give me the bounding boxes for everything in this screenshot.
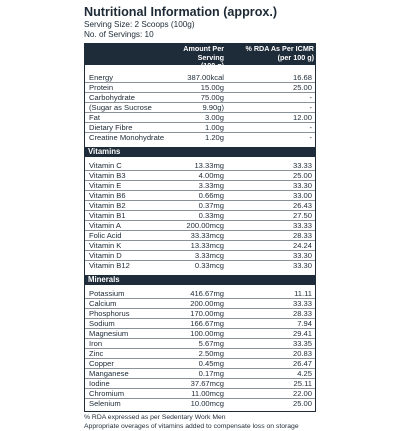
table-row (85, 221, 315, 231)
table-row (85, 251, 315, 261)
table-row (85, 399, 315, 409)
nutrient-rda: 33.33 (292, 221, 312, 230)
nutrient-name: Iron (89, 339, 103, 348)
nutrient-rda: 26.47 (292, 359, 312, 368)
nutrient-name: Potassium (89, 289, 125, 298)
vitamins-rows (85, 161, 315, 271)
nutrient-name: (Sugar as Sucrose (89, 103, 152, 112)
nutrient-name: Carbohydrate (89, 93, 136, 102)
nutrient-rda: 33.33 (292, 299, 312, 308)
nutrient-amount: 387.00kcal (187, 73, 224, 82)
vitamins-header: Vitamins (84, 147, 316, 157)
nutrient-amount: 13.33mcg (190, 241, 224, 250)
nutrient-rda: 16.68 (292, 73, 312, 82)
nutrient-name: Chromium (89, 389, 125, 398)
nutrient-rda: 28.33 (292, 231, 312, 240)
table-row (85, 309, 315, 319)
nutrient-name: Iodine (89, 379, 110, 388)
nutrient-amount: 3.33mg (198, 181, 224, 190)
nutrient-amount: 15.00g (200, 83, 224, 92)
table-row (85, 93, 315, 103)
table-row (85, 349, 315, 359)
nutrient-name: Vitamin B6 (89, 191, 126, 200)
nutrient-rda: 33.30 (292, 251, 312, 260)
nutrient-name: Selenium (89, 399, 121, 408)
table-row (85, 191, 315, 201)
nutrient-name: Vitamin D (89, 251, 122, 260)
table-row (85, 289, 315, 299)
nutrition-rows (85, 73, 315, 143)
nutrient-rda: 33.00 (292, 191, 312, 200)
nutrient-rda: 25.11 (293, 379, 312, 388)
nutrient-name: Vitamin E (89, 181, 122, 190)
table-row (85, 339, 315, 349)
amount-header-line1: Amount Per Serving (183, 44, 224, 62)
nutrition-panel (84, 4, 316, 431)
minerals-header: Minerals (84, 275, 316, 285)
table-row (85, 113, 315, 123)
table-row (85, 389, 315, 399)
nutrition-section (84, 65, 316, 147)
table-row (85, 83, 315, 93)
nutrient-rda: - (309, 103, 312, 112)
nutrient-name: Creatine Monohydrate (89, 133, 165, 142)
nutrient-rda: 12.00 (292, 113, 312, 122)
nutrient-amount: 1.00g (204, 123, 224, 132)
panel-title: Nutritional Information (approx.) (84, 5, 278, 19)
table-row (85, 73, 315, 83)
nutrient-amount: 37.67mcg (190, 379, 224, 388)
nutrient-name: Phosphorus (89, 309, 130, 318)
nutrient-amount: 0.45mg (198, 359, 224, 368)
nutrient-rda: 28.33 (292, 309, 312, 318)
table-row (85, 231, 315, 241)
servings-count: No. of Servings: 10 (84, 30, 154, 39)
nutrient-name: Folic Acid (89, 231, 122, 240)
rda-header-line1: % RDA As Per ICMR (245, 44, 314, 53)
nutrient-name: Zinc (89, 349, 104, 358)
nutrient-rda: 33.35 (292, 339, 312, 348)
nutrient-name: Dietary Fibre (89, 123, 133, 132)
nutrient-name: Vitamin A (89, 221, 121, 230)
nutrient-amount: 3.33mcg (194, 251, 224, 260)
nutrient-rda: 4.25 (297, 369, 312, 378)
table-row (85, 161, 315, 171)
nutrient-rda: 29.41 (292, 329, 312, 338)
nutrient-rda: - (309, 93, 312, 102)
table-row (85, 211, 315, 221)
nutrient-amount: 13.33mg (194, 161, 224, 170)
table-row (85, 201, 315, 211)
nutrient-name: Vitamin K (89, 241, 122, 250)
nutrient-name: Vitamin B12 (89, 261, 130, 270)
nutrient-amount: 200.00mcg (186, 221, 224, 230)
nutrient-rda: 33.33 (292, 161, 312, 170)
nutrient-amount: 166.67mg (190, 319, 224, 328)
nutrient-name: Fat (89, 113, 100, 122)
nutrient-name: Protein (89, 83, 114, 92)
minerals-section (84, 285, 316, 411)
nutrient-amount: 416.67mg (190, 289, 224, 298)
nutrient-rda: - (309, 133, 312, 142)
nutrient-rda: - (309, 123, 312, 132)
nutrient-amount: 10.00mcg (190, 399, 224, 408)
table-row (85, 171, 315, 181)
table-header (84, 43, 316, 71)
nutrient-rda: 22.00 (292, 389, 312, 398)
table-row (85, 319, 315, 329)
table-row (85, 261, 315, 271)
table-row (85, 123, 315, 133)
table-row (85, 299, 315, 309)
nutrient-amount: 33.33mcg (190, 231, 224, 240)
nutrient-name: Energy (89, 73, 114, 82)
nutrient-rda: 20.83 (292, 349, 312, 358)
footnote-rda: % RDA expressed as per Sedentary Work Men (84, 414, 226, 421)
amount-header (172, 44, 224, 71)
nutrient-amount: 2.50mg (198, 349, 224, 358)
nutrient-amount: 170.00mg (190, 309, 224, 318)
nutrient-amount: 75.00g (200, 93, 224, 102)
table-row (85, 359, 315, 369)
nutrient-amount: 4.00mg (198, 171, 224, 180)
serving-size: Serving Size: 2 Scoops (100g) (84, 20, 195, 29)
table-row (85, 181, 315, 191)
nutrient-name: Vitamin C (89, 161, 122, 170)
table-row (85, 133, 315, 143)
nutrient-name: Manganese (89, 369, 129, 378)
nutrient-rda: 33.30 (292, 181, 312, 190)
nutrient-amount: 0.66mg (198, 191, 224, 200)
footnote-overages: Appropriate overages of vitamins added to compensate loss on storage (84, 423, 299, 430)
nutrient-rda: 25.00 (292, 83, 312, 92)
nutrient-rda: 25.00 (292, 399, 312, 408)
nutrient-amount: 1.20g (204, 133, 224, 142)
nutrient-amount: 100.00mg (190, 329, 224, 338)
nutrient-rda: 27.50 (292, 211, 312, 220)
amount-header-line2: (100 g) (200, 61, 224, 71)
nutrient-name: Vitamin B2 (89, 201, 126, 210)
nutrient-amount: 0.17mg (198, 369, 224, 378)
nutrient-amount: 0.33mcg (194, 261, 224, 270)
table-row (85, 103, 315, 113)
table-row (85, 379, 315, 389)
nutrient-amount: 200.00mg (190, 299, 224, 308)
nutrient-name: Calcium (89, 299, 117, 308)
nutrient-amount: 5.67mg (198, 339, 224, 348)
minerals-rows (85, 289, 315, 409)
nutrient-amount: 9.90g) (202, 103, 224, 112)
nutrient-rda: 7.94 (297, 319, 312, 328)
table-row (85, 241, 315, 251)
nutrient-amount: 0.37mg (198, 201, 224, 210)
table-row (85, 369, 315, 379)
nutrient-name: Sodium (89, 319, 115, 328)
nutrient-amount: 0.33mg (198, 211, 224, 220)
nutrient-rda: 11.11 (294, 289, 312, 298)
table-row (85, 329, 315, 339)
nutrient-amount: 3.00g (204, 113, 224, 122)
nutrient-name: Copper (89, 359, 114, 368)
rda-header-line2: (per 100 g) (277, 52, 314, 62)
vitamins-section (84, 157, 316, 275)
nutrient-amount: 11.00mcg (191, 389, 224, 398)
footnotes (84, 411, 316, 431)
nutrient-name: Vitamin B1 (89, 211, 126, 220)
nutrient-rda: 26.43 (292, 201, 312, 210)
nutrient-rda: 25.00 (292, 171, 312, 180)
nutrient-name: Magnesium (89, 329, 129, 338)
nutrient-name: Vitamin B3 (89, 171, 126, 180)
nutrient-rda: 24.24 (292, 241, 312, 250)
rda-header (224, 45, 316, 65)
nutrient-rda: 33.30 (292, 261, 312, 270)
